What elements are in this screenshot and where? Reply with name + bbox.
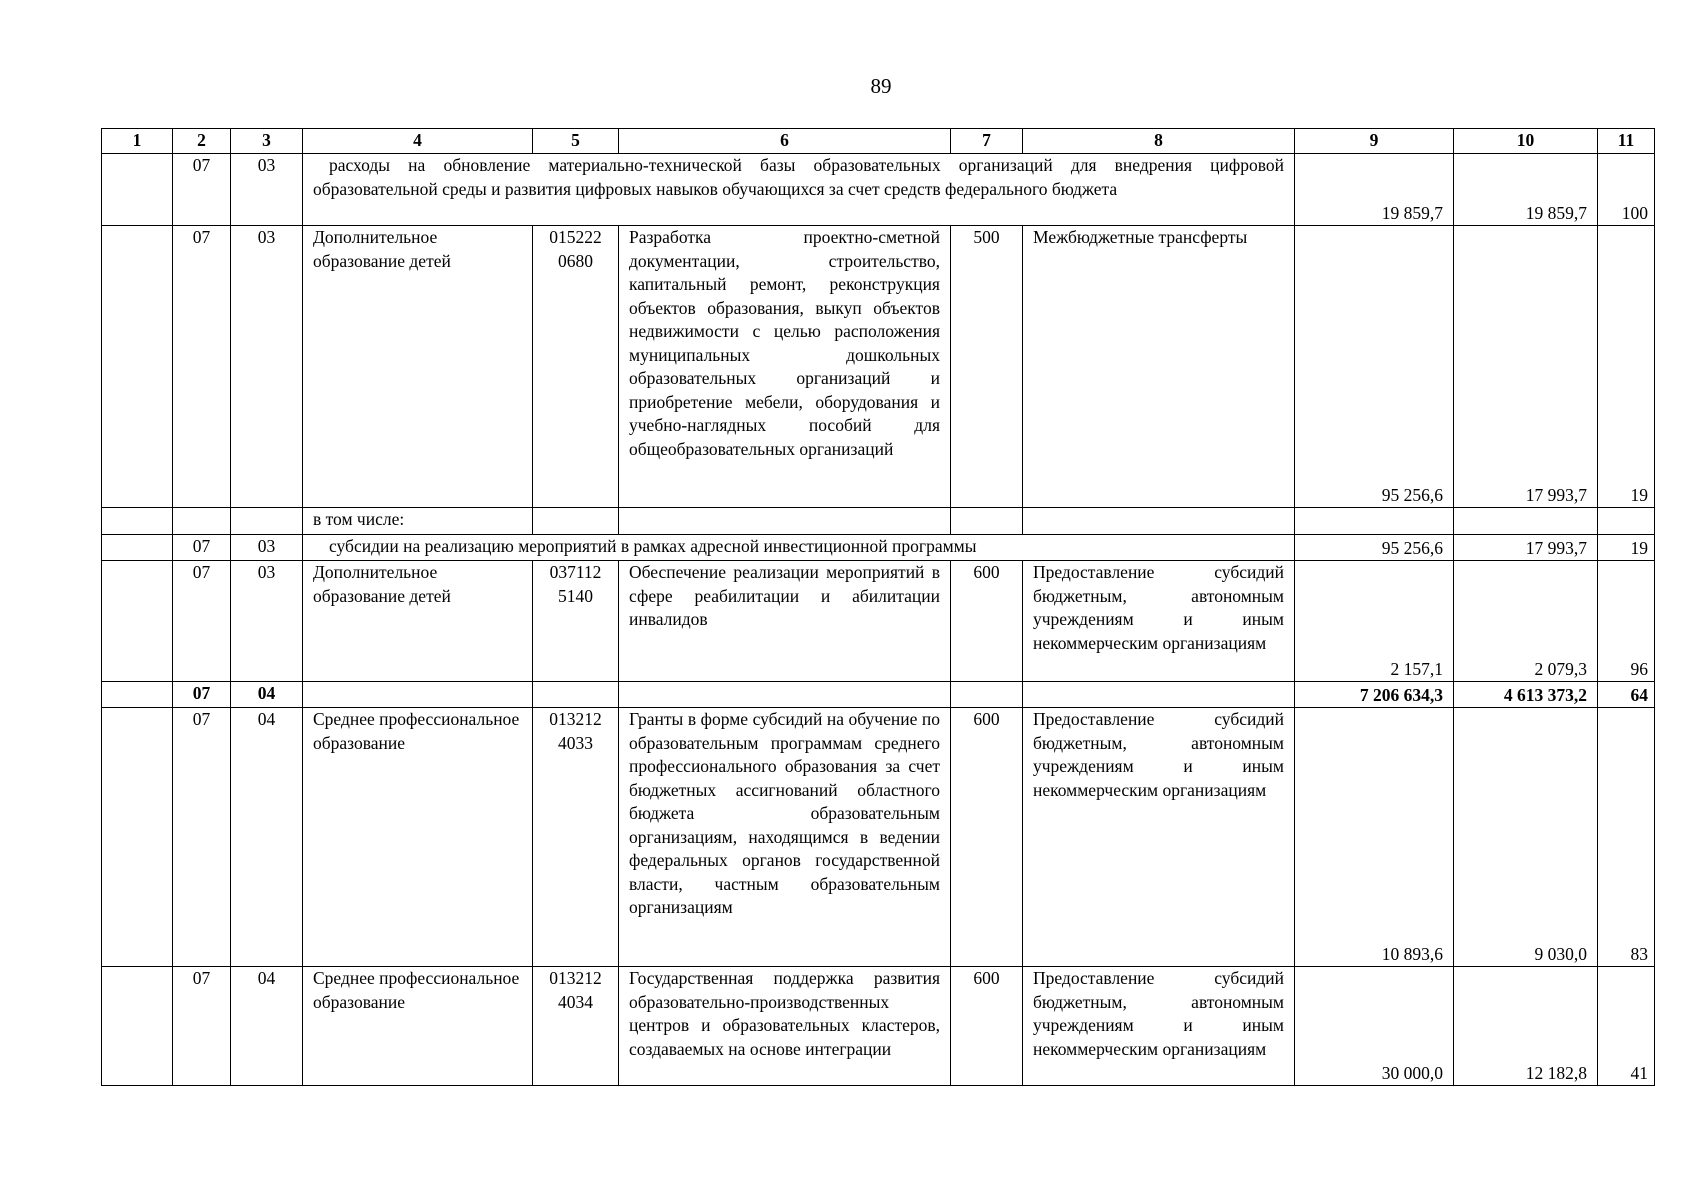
cell-col3 <box>231 508 303 535</box>
expense-type-code: 500 <box>951 226 1023 508</box>
actual-amount: 9 030,0 <box>1454 708 1598 967</box>
planned-amount: 7 206 634,3 <box>1295 682 1454 708</box>
target-article-code: 013212 4033 <box>533 708 619 967</box>
subsection-code: 03 <box>231 535 303 561</box>
actual-amount: 4 613 373,2 <box>1454 682 1598 708</box>
actual-amount: 17 993,7 <box>1454 226 1598 508</box>
table-row <box>102 508 1655 535</box>
cell-col11 <box>1598 508 1655 535</box>
section-code: 07 <box>173 708 231 967</box>
subsection-code: 04 <box>231 967 303 1086</box>
cell-col1 <box>102 967 173 1086</box>
planned-amount: 30 000,0 <box>1295 967 1454 1086</box>
cell-col1 <box>102 508 173 535</box>
cell-col1 <box>102 708 173 967</box>
subsection-name: Дополнительное образование детей <box>303 561 533 682</box>
col-header-8: 8 <box>1023 129 1295 154</box>
table-row <box>102 535 1655 561</box>
planned-amount: 19 859,7 <box>1295 154 1454 226</box>
col-header-4: 4 <box>303 129 533 154</box>
expense-description: субсидии на реализацию мероприятий в рамках адресной инвестиционной программы <box>303 535 1295 561</box>
expense-type-name: Предоставление субсидий бюджетным, автономным учреждениям и иным некоммерческим организациям <box>1023 708 1295 967</box>
table-row <box>102 561 1655 682</box>
cell-col8 <box>1023 508 1295 535</box>
planned-amount: 2 157,1 <box>1295 561 1454 682</box>
including-label: в том числе: <box>303 508 533 535</box>
actual-amount: 19 859,7 <box>1454 154 1598 226</box>
target-article-code: 015222 0680 <box>533 226 619 508</box>
execution-percent: 19 <box>1598 535 1655 561</box>
execution-percent: 41 <box>1598 967 1655 1086</box>
subsection-name: Среднее профессиональное образование <box>303 708 533 967</box>
cell-col7 <box>951 508 1023 535</box>
cell-col8 <box>1023 682 1295 708</box>
subsection-code: 03 <box>231 154 303 226</box>
execution-percent: 100 <box>1598 154 1655 226</box>
col-header-7: 7 <box>951 129 1023 154</box>
target-article-code: 013212 4034 <box>533 967 619 1086</box>
cell-col5 <box>533 508 619 535</box>
col-header-11: 11 <box>1598 129 1655 154</box>
cell-col1 <box>102 226 173 508</box>
cell-col7 <box>951 682 1023 708</box>
target-article-name: Разработка проектно-сметной документации, строительство, капитальный ремонт, реконструкция объектов образования, выкуп объектов недвижимости с целью расположения муниципальных дошкольных образовательных организаций и приобретение мебели, оборудования и учебно-наглядных пособий для общеобразовательных организаций <box>619 226 951 508</box>
budget-table <box>101 128 1655 1086</box>
execution-percent: 64 <box>1598 682 1655 708</box>
cell-col1 <box>102 682 173 708</box>
col-header-1: 1 <box>102 129 173 154</box>
expense-description: расходы на обновление материально-технической базы образовательных организаций для внедрения цифровой образовательной среды и развития цифровых навыков обучающихся за счет средств федерального бюджета <box>303 154 1295 226</box>
expense-type-code: 600 <box>951 967 1023 1086</box>
cell-col2 <box>173 508 231 535</box>
cell-col1 <box>102 535 173 561</box>
target-article-code: 037112 5140 <box>533 561 619 682</box>
cell-col9 <box>1295 508 1454 535</box>
subsection-code: 03 <box>231 226 303 508</box>
table-row <box>102 154 1655 226</box>
subsection-code: 03 <box>231 561 303 682</box>
execution-percent: 19 <box>1598 226 1655 508</box>
cell-col1 <box>102 154 173 226</box>
col-header-9: 9 <box>1295 129 1454 154</box>
expense-type-name: Предоставление субсидий бюджетным, автономным учреждениям и иным некоммерческим организациям <box>1023 561 1295 682</box>
actual-amount: 12 182,8 <box>1454 967 1598 1086</box>
section-code: 07 <box>173 154 231 226</box>
execution-percent: 96 <box>1598 561 1655 682</box>
cell-col6 <box>619 508 951 535</box>
planned-amount: 10 893,6 <box>1295 708 1454 967</box>
cell-col5 <box>533 682 619 708</box>
section-code: 07 <box>173 967 231 1086</box>
target-article-name: Гранты в форме субсидий на обучение по образовательным программам среднего профессионального образования за счет бюджетных ассигнований областного бюджета образовательным организациям, находящимся в ведении федеральных органов государственной власти, частным образовательным организациям <box>619 708 951 967</box>
expense-type-name: Межбюджетные трансферты <box>1023 226 1295 508</box>
cell-col1 <box>102 561 173 682</box>
section-code: 07 <box>173 226 231 508</box>
planned-amount: 95 256,6 <box>1295 226 1454 508</box>
actual-amount: 2 079,3 <box>1454 561 1598 682</box>
cell-col10 <box>1454 508 1598 535</box>
table-row <box>102 226 1655 508</box>
execution-percent: 83 <box>1598 708 1655 967</box>
target-article-name: Государственная поддержка развития образовательно-производственных центров и образовательных кластеров, создаваемых на основе интеграции <box>619 967 951 1086</box>
col-header-10: 10 <box>1454 129 1598 154</box>
subtotal-row <box>102 682 1655 708</box>
section-code: 07 <box>173 561 231 682</box>
col-header-2: 2 <box>173 129 231 154</box>
page-number: 89 <box>870 74 892 98</box>
col-header-6: 6 <box>619 129 951 154</box>
header-row <box>102 129 1655 154</box>
expense-type-code: 600 <box>951 708 1023 967</box>
cell-col4 <box>303 682 533 708</box>
actual-amount: 17 993,7 <box>1454 535 1598 561</box>
subsection-name: Среднее профессиональное образование <box>303 967 533 1086</box>
subsection-name: Дополнительное образование детей <box>303 226 533 508</box>
table-row <box>102 967 1655 1086</box>
table-row <box>102 708 1655 967</box>
expense-type-code: 600 <box>951 561 1023 682</box>
col-header-3: 3 <box>231 129 303 154</box>
section-code: 07 <box>173 682 231 708</box>
planned-amount: 95 256,6 <box>1295 535 1454 561</box>
expense-type-name: Предоставление субсидий бюджетным, автономным учреждениям и иным некоммерческим организациям <box>1023 967 1295 1086</box>
subsection-code: 04 <box>231 708 303 967</box>
col-header-5: 5 <box>533 129 619 154</box>
section-code: 07 <box>173 535 231 561</box>
target-article-name: Обеспечение реализации мероприятий в сфере реабилитации и абилитации инвалидов <box>619 561 951 682</box>
cell-col6 <box>619 682 951 708</box>
subsection-code: 04 <box>231 682 303 708</box>
